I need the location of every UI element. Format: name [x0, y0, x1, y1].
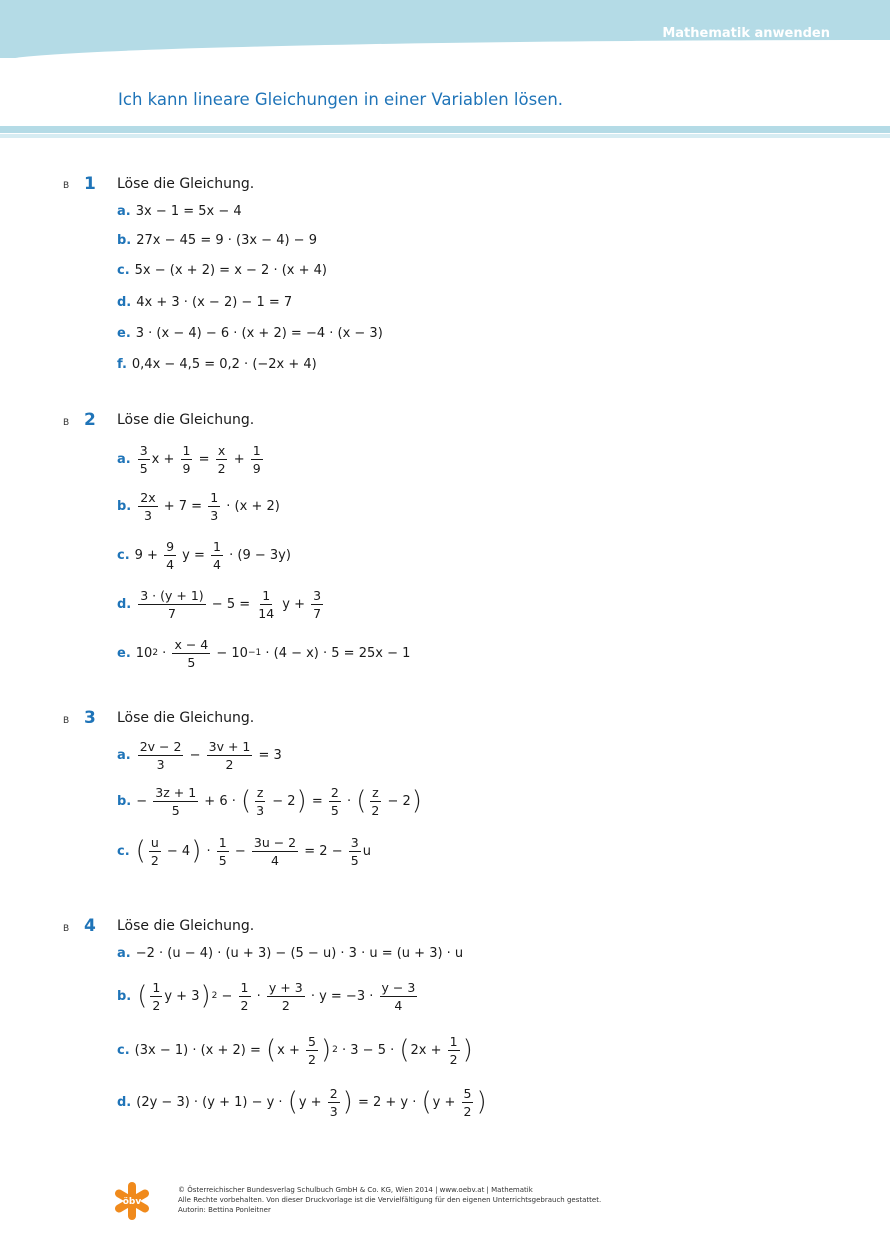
task-instruction: Löse die Gleichung. — [117, 176, 255, 192]
exercise-1b: b. 27x − 45 = 9 · (3x − 4) − 9 — [117, 232, 317, 248]
svg-text:öbv: öbv — [122, 1197, 142, 1207]
exercise-4a: a. −2 · (u − 4) · (u + 3) − (5 − u) · 3 · u = (u + 3) · u — [117, 945, 464, 961]
exercise-4d: d. (2y − 3) · (y + 1) − y · ( y + 2 3 ) = 2 + y · ( y + 5 2 ) — [117, 1085, 487, 1119]
divider-light — [0, 134, 890, 138]
task-number: 3 — [84, 708, 96, 728]
exercise-1e: e. 3 · (x − 4) − 6 · (x + 2) = −4 · (x − 3) — [117, 325, 383, 341]
task-number: 2 — [84, 410, 96, 430]
page-title: Ich kann lineare Gleichungen in einer Variablen lösen. — [118, 90, 564, 109]
exercise-1d: d. 4x + 3 · (x − 2) − 1 = 7 — [117, 294, 293, 310]
exercise-2c: c. 9 + 9 4 y = 1 4 · (9 − 3y) — [117, 538, 291, 572]
exercise-4c: c. (3x − 1) · (x + 2) = ( x + 5 2 ) 2 · 3 − 5 · ( 2x + 1 2 ) — [117, 1033, 473, 1067]
task-number: 1 — [84, 174, 96, 194]
exercise-1c: c. 5x − (x + 2) = x − 2 · (x + 4) — [117, 262, 327, 278]
task-instruction: Löse die Gleichung. — [117, 412, 255, 428]
exercise-3a: a. 2v − 2 3 − 3v + 1 2 = 3 — [117, 738, 282, 772]
difficulty-badge: B — [63, 716, 70, 726]
difficulty-badge: B — [63, 181, 70, 191]
copyright-footer: © Österreichischer Bundesverlag Schulbuch GmbH & Co. KG, Wien 2014 | www.oebv.at | Mathematik Alle Rechte vorbehalten. Von dieser Druckvorlage ist die Vervielfältigung für den eigenen Unterrichtsgebrauch gestattet. Autorin: Bettina Ponleitner — [178, 1186, 602, 1214]
exercise-3c: c. ( u 2 − 4 ) · 1 5 − 3u − 2 4 = 2 − 3 5 u — [117, 834, 371, 868]
task-number: 4 — [84, 916, 96, 936]
task-instruction: Löse die Gleichung. — [117, 710, 255, 726]
task-instruction: Löse die Gleichung. — [117, 918, 255, 934]
exercise-2d: d. 3 · (y + 1) 7 − 5 = 1 14 y + 3 7 — [117, 587, 322, 621]
section-label: Mathematik anwenden — [662, 26, 830, 41]
exercise-2e: e. 10 2 · x − 4 5 − 10 −1 · (4 − x) · 5 = 25x − 1 — [117, 636, 411, 670]
difficulty-badge: B — [63, 418, 70, 428]
divider — [0, 126, 890, 133]
exercise-1f: f. 0,4x − 4,5 = 0,2 · (−2x + 4) — [117, 356, 317, 372]
exercise-3b: b. − 3z + 1 5 + 6 · ( z 3 − 2 ) = 2 5 · ( z 2 − 2 ) — [117, 784, 422, 818]
exercise-1a: a. 3x − 1 = 5x − 4 — [117, 203, 242, 219]
difficulty-badge: B — [63, 924, 70, 934]
exercise-2a: a. 3 5 x + 1 9 = x 2 + 1 9 — [117, 442, 261, 476]
oebv-logo-icon — [113, 1182, 151, 1220]
exercise-4b: b. ( 1 2 y + 3 ) 2 − 1 2 · y + 3 2 · y = −3 · y − 3 4 — [117, 979, 416, 1013]
exercise-2b: b. 2x 3 + 7 = 1 3 · (x + 2) — [117, 489, 280, 523]
